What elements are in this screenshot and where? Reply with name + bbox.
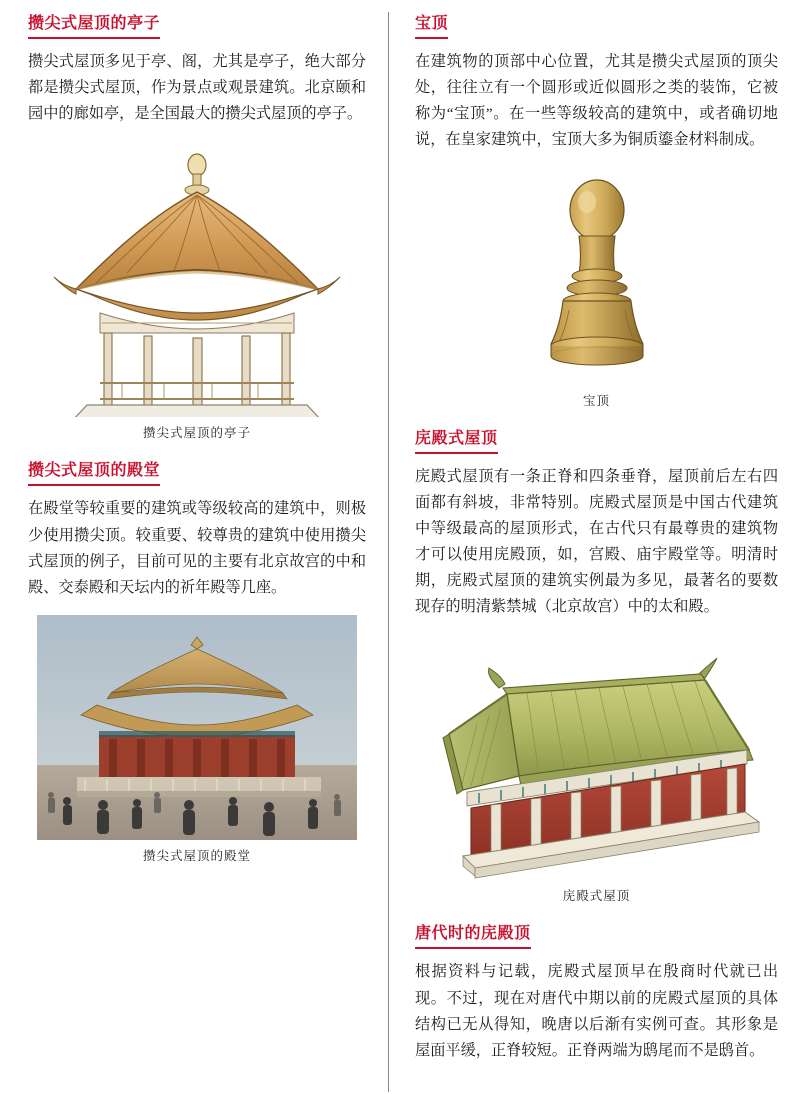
- section-heading-wudian: 庑殿式屋顶: [415, 425, 498, 454]
- figure-caption-pavilion: 攒尖式屋顶的亭子: [142, 426, 251, 441]
- left-column: [0, 6, 388, 1094]
- figure-caption-wudian: 庑殿式屋顶: [562, 889, 631, 904]
- section-body-cuanjian-hall: 在殿堂等较重要的建筑或等级较高的建筑中，则极少使用攒尖顶。较重要、较尊贵的建筑中使用攒尖式屋顶的例子，目前可见的主要有北京故宫的中和殿、交泰殿和天坛内的祈年殿等几座。: [28, 500, 366, 596]
- pavilion-svg: [32, 137, 362, 417]
- wudian-svg: [427, 630, 767, 880]
- figure-baoding: [415, 170, 778, 409]
- section-body-baoding: 在建筑物的顶部中心位置，尤其是攒尖式屋顶的顶尖处，往往立有一个圆形或近似圆形之类的装饰，它被称为“宝顶”。在一些等级较高的建筑中，或者确切地说，在皇家建筑中，宝顶大多为铜质鎏金材料制成。: [415, 53, 778, 149]
- section-body-wudian: 庑殿式屋顶有一条正脊和四条垂脊，屋顶前后左右四面都有斜坡，非常特别。庑殿式屋顶是中国古代建筑中等级最高的屋顶形式，在古代只有最尊贵的建筑物才可以使用庑殿顶，如，宫殿、庙宇殿堂等。明清时期，庑殿式屋顶的建筑实例最为多见，最著名的要数现存的明清紫禁城（北京故宫）中的太和殿。: [415, 467, 778, 616]
- right-column: [389, 6, 800, 1094]
- figure-caption-hall: 攒尖式屋顶的殿堂: [142, 848, 251, 863]
- section-heading-baoding: 宝顶: [415, 10, 448, 39]
- wudian-illustration: [427, 630, 767, 880]
- baoding-illustration: [507, 170, 687, 385]
- hall-photograph: [37, 615, 357, 840]
- section-heading-tang-wudian: 唐代时的庑殿顶: [415, 920, 531, 949]
- section-body-tang-wudian: 根据资料与记载，庑殿式屋顶早在殷商时代就已出现。不过，现在对唐代中期以前的庑殿式屋顶的具体结构已无从得知，晚唐以后渐有实例可查。其形象是屋面平缓，正脊较短。正脊两端为鸱尾而不是鸱首。: [415, 963, 778, 1059]
- section-body-cuanjian-pavilion: 攒尖式屋顶多见于亭、阁，尤其是亭子，绝大部分都是攒尖式屋顶，作为景点或观景建筑。北京颐和园中的廊如亭，是全国最大的攒尖式屋顶的亭子。: [28, 53, 366, 123]
- figure-wudian: [415, 630, 778, 904]
- pavilion-illustration: [32, 137, 362, 417]
- figure-pavilion: [28, 137, 366, 441]
- figure-caption-baoding: 宝顶: [582, 393, 610, 408]
- section-heading-cuanjian-hall: 攒尖式屋顶的殿堂: [28, 457, 160, 486]
- baoding-svg: [507, 170, 687, 385]
- hall-photo-svg: [37, 615, 357, 840]
- section-heading-cuanjian-pavilion: 攒尖式屋顶的亭子: [28, 10, 160, 39]
- figure-hall-photo: [28, 615, 366, 864]
